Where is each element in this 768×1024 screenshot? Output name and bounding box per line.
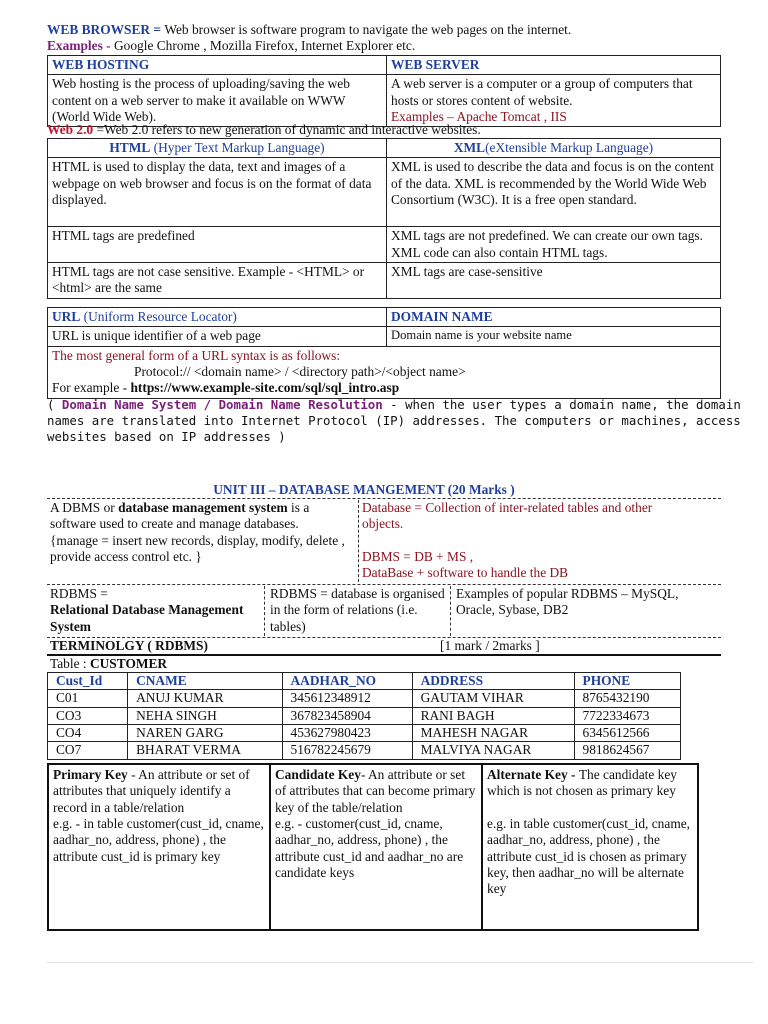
terminology-heading: TERMINOLGY ( RDBMS) [1 mark / 2marks ]: [50, 638, 540, 653]
column-header: Cust_Id: [48, 673, 128, 690]
marks-note: [1 mark / 2marks ]: [440, 638, 540, 653]
table-cell: NEHA SINGH: [128, 707, 282, 724]
examples-label: Examples -: [47, 38, 114, 54]
web-hosting-table: [47, 55, 721, 127]
primary-key-example: e.g. - in table customer(cust_id, cname, aadhar_no, address, phone) , the attribute cust_id is primary key: [53, 816, 264, 864]
domain-name-header: DOMAIN NAME: [387, 308, 721, 327]
web-browser-label: WEB BROWSER =: [47, 22, 165, 37]
web20-definition: [47, 122, 747, 138]
alternate-key-label: Alternate Key -: [487, 767, 579, 782]
rdbms-definition-cell: RDBMS = database is organised in the form of relations (i.e. tables): [270, 586, 451, 636]
web-browser-definition: [47, 22, 747, 55]
table-cell: RANI BAGH: [412, 707, 574, 724]
dns-text: - when the user types a domain name, the domain names are translated into Internet Protocol (IP) addresses. The computers or machines, access websites based on IP addresses ): [47, 397, 741, 445]
table-cell: GAUTAM VIHAR: [412, 690, 574, 707]
alternate-key-cell: Alternate Key - The candidate key which is not chosen as primary key e.g. in table customer(cust_id, cname, aadhar_no, address, phone) , the attribute cust_id is chosen as primary key, then aadhar_no will be alternate key: [482, 764, 698, 930]
web-server-header: WEB SERVER: [387, 56, 721, 75]
page-bottom-rule: [47, 962, 753, 963]
html-cell: HTML is used to display the data, text and images of a webpage on web browser and focus is on the format of data displayed.: [48, 158, 387, 227]
web-server-text: A web server is a computer or a group of computers that hosts or stores content of website.: [391, 76, 693, 108]
table-row: [48, 742, 681, 759]
url-example: https://www.example-site.com/sql/sql_intro.asp: [130, 380, 400, 396]
table-cell: NAREN GARG: [128, 725, 282, 742]
table-cell: CO4: [48, 725, 128, 742]
database-definition: Database = Collection of inter-related tables and other objects. DBMS = DB + MS , DataBase + software to handle the DB: [362, 500, 653, 581]
html-cell: HTML tags are not case sensitive. Example - <HTML> or <html> are the same: [48, 263, 387, 299]
table-cell: MAHESH NAGAR: [412, 725, 574, 742]
primary-key-cell: Primary Key - An attribute or set of attributes that uniquely identify a record in a table/relation e.g. - in table customer(cust_id, cname, aadhar_no, address, phone) , the attribute cust_id is primary key: [48, 764, 270, 930]
xml-cell: XML tags are not predefined. We can create our own tags. XML code can also contain HTML tags.: [387, 227, 721, 263]
url-syntax: Protocol:// <domain name> / <directory path>/<object name>: [134, 364, 466, 380]
table-row: [48, 263, 721, 299]
web-server-cell: [387, 75, 721, 127]
web-browser-text: Web browser is software program to navigate the web pages on the internet.: [164, 22, 572, 37]
url-table: [47, 307, 721, 399]
table-row: [48, 707, 681, 724]
dbms-definition: A DBMS or database management system is a software used to create and manage databases. {manage = insert new records, display, modify, delete , provide access control etc. }: [50, 500, 359, 582]
rdbms-examples-cell: Examples of popular RDBMS – MySQL, Oracle, Sybase, DB2: [456, 586, 679, 618]
web20-text: =Web 2.0 refers to new generation of dynamic and interactive websites.: [96, 122, 481, 137]
table-row: [48, 690, 681, 707]
web-server-examples: Examples – Apache Tomcat , IIS: [391, 109, 567, 125]
examples-text: Google Chrome , Mozilla Firefox, Internet Explorer etc.: [113, 38, 416, 54]
keys-table: [47, 763, 699, 931]
column-header: ADDRESS: [412, 673, 574, 690]
table-cell: 367823458904: [282, 707, 412, 724]
table-cell: MALVIYA NAGAR: [412, 742, 574, 759]
divider: [47, 498, 721, 499]
xml-cell: XML is used to describe the data and focus is on the content of the data. XML is recommended by the World Wide Web Consortium (W3C). It is a free open standard.: [387, 158, 721, 227]
dns-paragraph: ( Domain Name System / Domain Name Resolution - when the user types a domain name, the domain names are translated into Internet Protocol (IP) addresses. The computers or machines, access websites based on IP addresses ): [47, 397, 741, 445]
rdbms-label-cell: RDBMS = Relational Database Management System: [50, 586, 265, 636]
table-row: [48, 158, 721, 227]
column-header: CNAME: [128, 673, 282, 690]
table-cell: 516782245679: [282, 742, 412, 759]
candidate-key-cell: Candidate Key- An attribute or set of attributes that can become primary key of the table/relation e.g. - customer(cust_id, cname, aadhar_no, address, phone) , the attribute cust_id and aadhar_no are candidate keys: [270, 764, 482, 930]
table-row: [48, 725, 681, 742]
primary-key-label: Primary Key: [53, 767, 128, 782]
html-header: HTML (Hyper Text Markup Language): [48, 139, 387, 158]
url-example-label: For example -: [52, 380, 131, 396]
customer-table: [47, 672, 681, 760]
xml-header: XML(eXtensible Markup Language): [387, 139, 721, 158]
url-syntax-cell: [48, 346, 721, 398]
column-header: AADHAR_NO: [282, 673, 412, 690]
table-cell: 8765432190: [574, 690, 680, 707]
url-header: URL (Uniform Resource Locator): [48, 308, 387, 327]
html-xml-table: [47, 138, 721, 299]
dns-label: Domain Name System / Domain Name Resolution: [61, 397, 383, 412]
web20-label: Web 2.0: [47, 122, 97, 137]
url-syntax-title: The most general form of a URL syntax is as follows:: [52, 347, 341, 363]
dbms-manage-text: {manage = insert new records, display, modify, delete , provide access control etc. }: [50, 532, 345, 565]
url-cell: URL is unique identifier of a web page: [48, 327, 387, 346]
table-caption: Table : CUSTOMER: [50, 656, 168, 671]
domain-name-cell: Domain name is your website name: [387, 327, 721, 346]
alternate-key-example: e.g. in table customer(cust_id, cname, aadhar_no, address, phone) , the attribute cust_id is chosen as primary key, then aadhar_no will be alternate key: [487, 816, 691, 897]
html-cell: HTML tags are predefined: [48, 227, 387, 263]
table-cell: 6345612566: [574, 725, 680, 742]
table-cell: BHARAT VERMA: [128, 742, 282, 759]
table-cell: 345612348912: [282, 690, 412, 707]
candidate-key-label: Candidate Key: [275, 767, 361, 782]
table-cell: CO7: [48, 742, 128, 759]
table-cell: ANUJ KUMAR: [128, 690, 282, 707]
web-hosting-cell: Web hosting is the process of uploading/saving the web content on a web server to make it available on WWW (World Wide Web).: [48, 75, 387, 127]
table-cell: 7722334673: [574, 707, 680, 724]
column-header: PHONE: [574, 673, 680, 690]
xml-cell: XML tags are case-sensitive: [387, 263, 721, 299]
table-cell: CO3: [48, 707, 128, 724]
table-cell: 9818624567: [574, 742, 680, 759]
table-row: [48, 227, 721, 263]
unit3-title: UNIT III – DATABASE MANGEMENT (20 Marks ): [213, 482, 515, 497]
web-hosting-header: WEB HOSTING: [48, 56, 387, 75]
candidate-key-example: e.g. - customer(cust_id, cname, aadhar_no, address, phone) , the attribute cust_id and aadhar_no are candidate keys: [275, 816, 464, 881]
table-cell: C01: [48, 690, 128, 707]
table-cell: 453627980423: [282, 725, 412, 742]
divider: [47, 584, 721, 585]
